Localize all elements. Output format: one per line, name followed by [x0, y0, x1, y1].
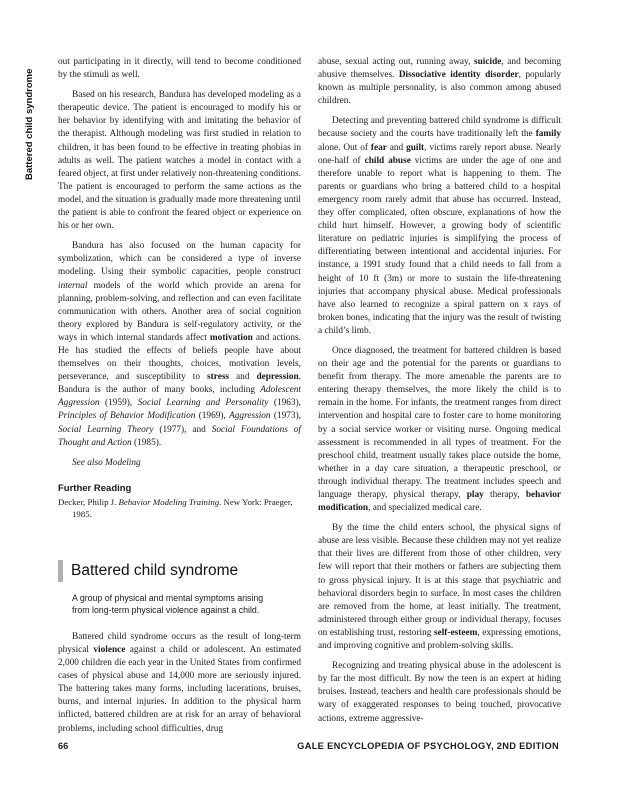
left-column — [58, 56, 301, 743]
cross-reference-link[interactable]: depression — [256, 372, 299, 383]
paragraph: Recognizing and treating physical abuse in the adolescent is by far the most difficult. By now the teen is an expert at hiding bruises. Instead, teachers and health care professionals should be wary of exaggerated responses to being touched, provocative actions, extreme aggressive- — [318, 661, 561, 724]
cross-reference-link[interactable]: guilt — [406, 142, 425, 153]
see-also-link[interactable]: See also Modeling — [72, 457, 141, 468]
cross-reference-link[interactable]: fear — [370, 142, 387, 153]
cross-reference-link[interactable]: stress — [207, 372, 230, 383]
heading-bar — [58, 560, 63, 582]
cross-reference-link[interactable]: behavior modification — [318, 490, 561, 514]
paragraph: Once diagnosed, the treatment for battered children is based on their age and the potential for the parents or guardians to benefit from therapy. The more amenable the parents are to entering therapy themselves, the more likely the child is to remain in the home. For infants, the treatment ranges from direct intervention and hospital care to foster care to home monitoring by a social service worker or visiting nurse. Ongoing medical assessment is recommended in all types of treatment. For the preschool child, treatment usually takes place outside the home, whether in a day care situation, a therapeutic preschool, or through individual therapy. The treatment includes speech and language therapy, physical therapy, play therapy, behavior modification, and specialized medical care. — [318, 345, 561, 514]
paragraph: out participating in it directly, will tend to become conditioned by the stimuli as well. — [58, 57, 301, 81]
running-head-vertical — [24, 60, 40, 180]
page-number: 66 — [58, 741, 69, 751]
cross-reference-link[interactable]: Dissociative identity disorder — [398, 70, 519, 81]
running-head-text: Battered child syndrome — [24, 68, 35, 180]
paragraph: Detecting and preventing battered child syndrome is difficult because society and the courts have traditionally left the family alone. Out of fear and guilt, victims rarely report abuse. Nearly one-half of child abuse victims are under the age of one and therefore unable to report what is happening to them. The parents or guardians who bring a battered child to a hospital emergency room rarely admit that abuse has occurred. Instead, they offer complicated, often obscure, explanations of how the child hurt himself. However, a growing body of scientific literature on pediatric injuries is simplifying the process of differentiating between intentional and accidental injuries. For instance, a 1991 study found that a child needs to fall from a height of 10 ft (3m) or more to sustain the life-threatening injuries that accompany physical abuse. Medical professionals have also learned to recognize a spiral pattern on x rays of broken bones, indicating that the injury was the result of twisting a child’s limb. — [318, 116, 561, 336]
cross-reference-link[interactable]: self-esteem — [433, 627, 478, 638]
cross-reference-link[interactable]: family — [535, 129, 561, 140]
cross-reference-link[interactable]: motivation — [209, 332, 253, 343]
paragraph: By the time the child enters school, the physical signs of abuse are less visible. Because these children may not yet realize that their lives are different from those of other children, very few will report that their mothers or fathers are subjecting them to gross physical injury. It is at this stage that psychiatric and behavioral disorders begin to surface. In most cases the children are removed from the home, at least initially. The treatment, administered through either group or individual therapy, focuses on establishing trust, restoring self-esteem, expressing emotions, and improving cognitive and problem-solving skills. — [318, 523, 561, 652]
publication-title: GALE ENCYCLOPEDIA OF PSYCHOLOGY, 2ND EDITION — [297, 741, 559, 751]
cross-reference-link[interactable]: play — [466, 490, 484, 500]
further-reading-heading: Further Reading — [58, 482, 132, 494]
cross-reference-link[interactable]: suicide — [474, 57, 502, 67]
cross-reference-link[interactable]: violence — [93, 645, 126, 655]
paragraph: abuse, sexual acting out, running away, suicide, and becoming abusive themselves. Dissociative identity disorder, popularly known as multiple personality, is also common among abused children. — [318, 57, 562, 107]
entry-definition: A group of physical and mental symptoms arising from long-term physical violence against a child. — [72, 592, 264, 616]
paragraph: Based on his research, Bandura has developed modeling as a therapeutic device. The patient is encouraged to modify his or her behavior by identifying with and imitating the behavior of the therapist. Although modeling was first studied in relation to children, it has been found to be effective in treating phobias in adults as well. The patient watches a model in contact with a feared object, at first under relatively non-threatening conditions. The patient is encouraged to perform the same actions as the model, and the situation is gradually made more threatening until the patient is able to confront the feared object or experience on his or her own. — [58, 90, 301, 232]
entry-heading — [58, 560, 301, 582]
right-column — [318, 56, 561, 733]
entry-title: Battered child syndrome — [71, 561, 239, 579]
paragraph: Bandura has also focused on the human capacity for symbolization, which can be considered a type of inverse modeling. Using their symbolic capacities, people construct internal models of the world which provide an arena for planning, problem-solving, and reflection and can even facilitate communication with others. Another area of social cognition theory explored by Bandura is self-regulatory activity, or the ways in which internal standards affect motivation and actions. He has studied the effects of beliefs people have about themselves on their thoughts, choices, motivation levels, perseverance, and susceptibility to stress and depression. Bandura is the author of many books, including Adolescent Aggression (1959), Social Learning and Personality (1963), Principles of Behavior Modification (1969), Aggression (1973), Social Learning Theory (1977), and Social Foundations of Thought and Action (1985). — [58, 241, 301, 448]
paragraph: Battered child syndrome occurs as the result of long-term physical violence against a child or adolescent. An estimated 2,000 children die each year in the United States from confirmed cases of physical abuse and 14,000 more are seriously injured. The battering takes many forms, including lacerations, bruises, burns, and internal injuries. In addition to the physical harm inflicted, battered children are at risk for an array of behavioral problems, including school difficulties, drug — [58, 631, 301, 734]
further-reading-entry: Decker, Philip J. Behavior Modeling Training. New York: Praeger, 1985. — [58, 496, 293, 519]
cross-reference-link[interactable]: child abuse — [364, 155, 411, 166]
